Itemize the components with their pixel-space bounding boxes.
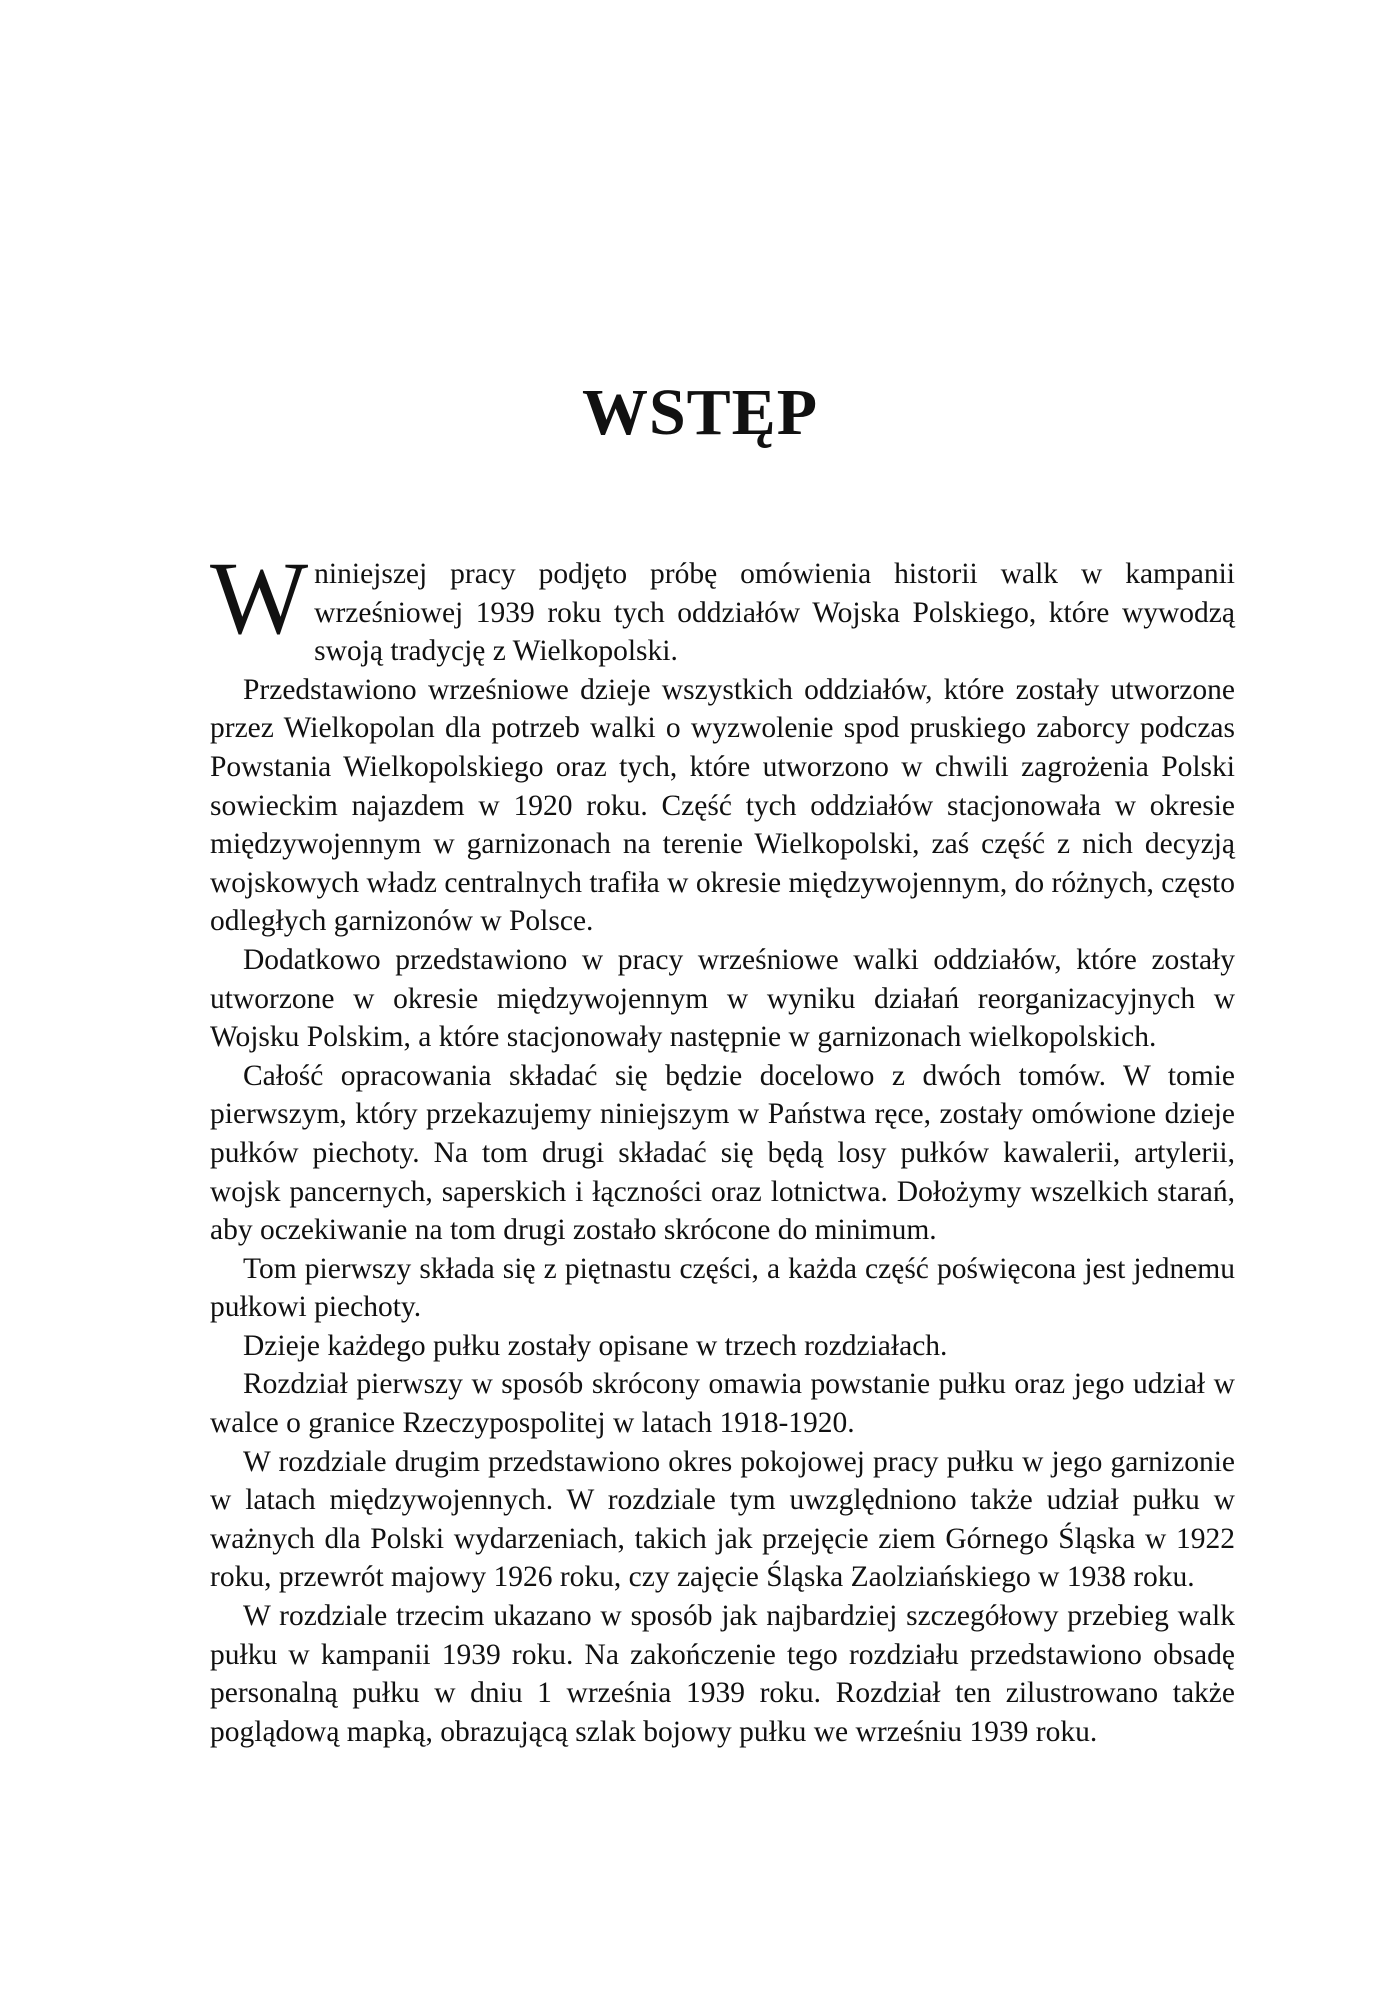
paragraph-6: Dzieje każdego pułku zostały opisane w trzech rozdziałach. [243, 1329, 948, 1362]
drop-cap: W [210, 541, 309, 656]
paragraph-5: Tom pierwszy składa się z piętnastu części, a każda część poświęcona jest jednemu pułkowi piechoty. [210, 1252, 1235, 1324]
paragraph-2: Przedstawiono wrześniowe dzieje wszystkich oddziałów, które zostały utworzone przez Wielkopolan dla potrzeb walki o wyzwolenie spod pruskiego zaborcy podczas Powstania Wielkopolskiego oraz tych, które utworzono w chwili zagrożenia Polski sowieckim najazdem w 1920 roku. Część tych oddziałów stacjonowała w okresie międzywojennym w garnizonach na terenie Wielkopolski, zaś część z nich decyzją wojskowych władz centralnych trafiła w okresie międzywojennym, do różnych, często odległych garnizonów w Polsce. [210, 673, 1235, 938]
paragraph-9: W rozdziale trzecim ukazano w sposób jak najbardziej szczegółowy przebieg walk pułku w kampanii 1939 roku. Na zakończenie tego rozdziału przedstawiono obsadę personalną pułku w dniu 1 września 1939 roku. Rozdział ten zilustrowano także poglądową mapką, obrazującą szlak bojowy pułku we wrześniu 1939 roku. [210, 1600, 1235, 1748]
paragraph-8: W rozdziale drugim przedstawiono okres pokojowej pracy pułku w jego garnizonie w latach międzywojennych. W rozdziale tym uwzględniono także udział pułku w ważnych dla Polski wydarzeniach, takich jak przejęcie ziem Górnego Śląska w 1922 roku, przewrót majowy 1926 roku, czy zajęcie Śląska Zaolziańskiego w 1938 roku. [210, 1445, 1235, 1594]
paragraph-3: Dodatkowo przedstawiono w pracy wrześniowe walki oddziałów, które zostały utworzone w okresie międzywojennym w wyniku działań reorganizacyjnych w Wojsku Polskim, a które stacjonowały następnie w garnizonach wielkopolskich. [210, 943, 1235, 1054]
paragraph-4: Całość opracowania składać się będzie docelowo z dwóch tomów. W tomie pierwszym, który przekazujemy niniejszym w Państwa ręce, zostały omówione dzieje pułków piechoty. Na tom drugi składać się będą losy pułków kawalerii, artylerii, wojsk pancernych, saperskich i łączności oraz lotnictwa. Dołożymy wszelkich starań, aby oczekiwanie na tom drugi zostało skrócone do minimum. [210, 1059, 1235, 1247]
paragraph-1 [210, 541, 1235, 671]
paragraph-7: Rozdział pierwszy w sposób skrócony omawia powstanie pułku oraz jego udział w walce o granice Rzeczypospolitej w latach 1918-1920. [210, 1368, 1235, 1440]
page-title: WSTĘP [581, 376, 819, 449]
paragraph-1-text: niniejszej pracy podjęto próbę omówienia historii walk w kampanii wrześniowej 1939 roku tych oddziałów Wojska Polskiego, które wywodzą swoją tradycję z Wielkopolski. [314, 558, 1235, 668]
body-text [210, 541, 1235, 1751]
